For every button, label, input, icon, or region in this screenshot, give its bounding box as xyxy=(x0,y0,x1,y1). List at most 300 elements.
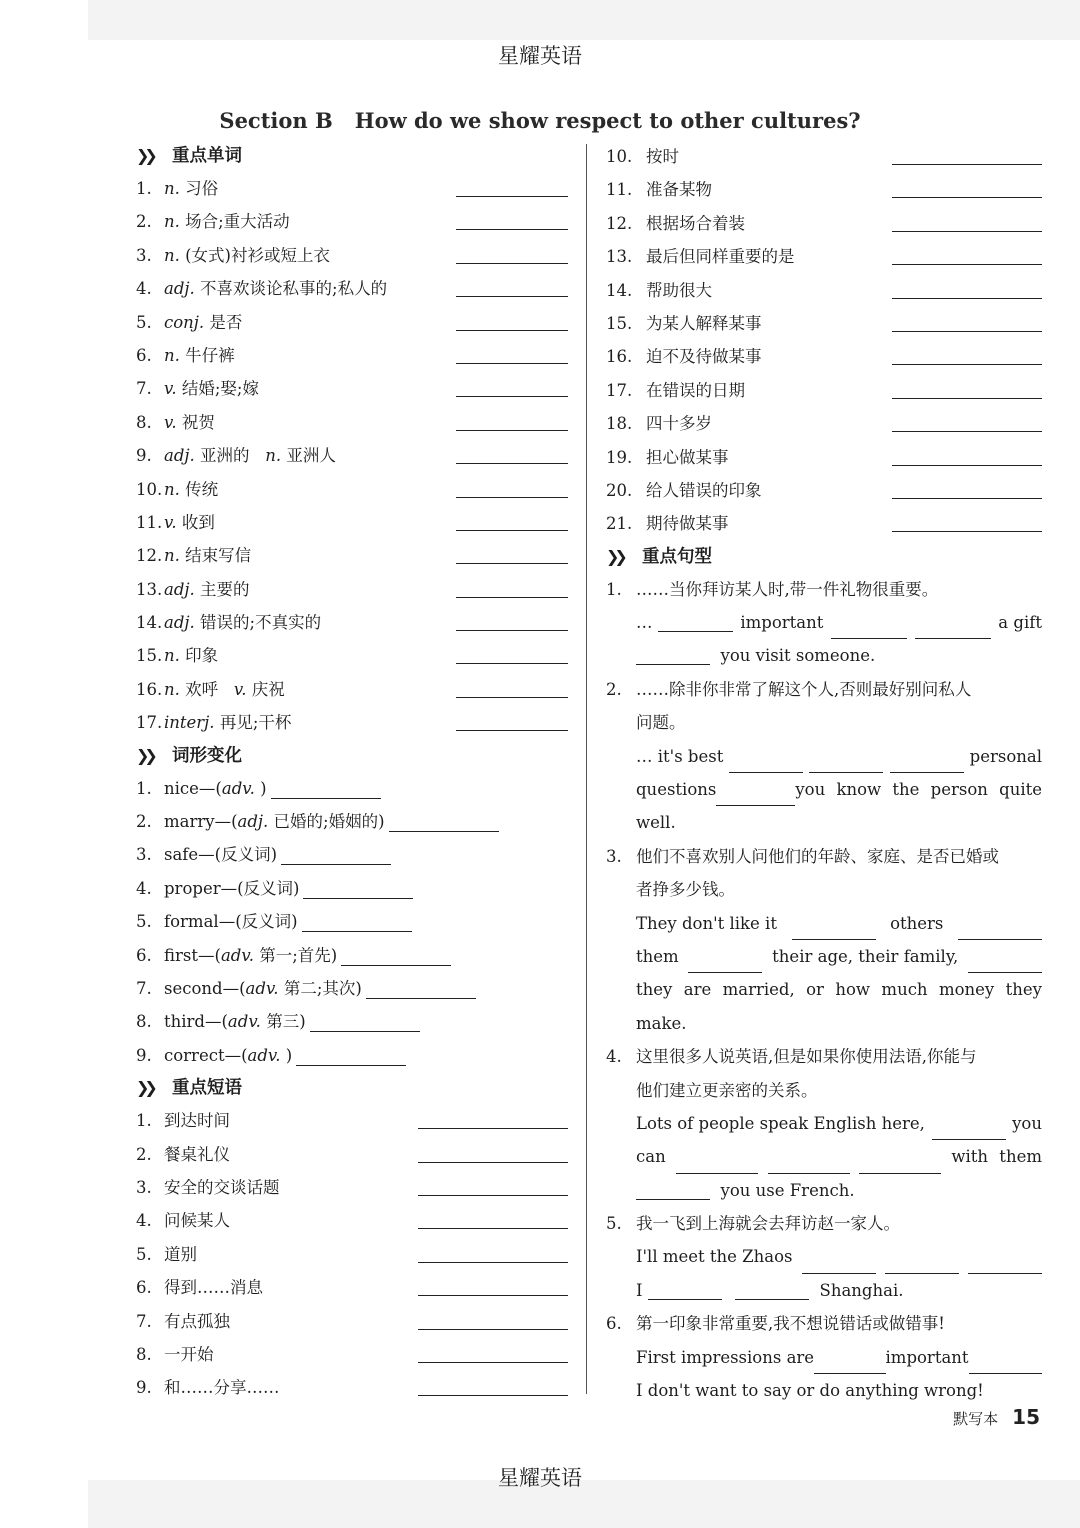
answer-blank[interactable] xyxy=(892,465,1042,466)
item-number: 3. xyxy=(136,245,152,265)
phrase-text: 准备某物 xyxy=(646,180,712,200)
wordform-item xyxy=(136,972,572,1005)
item-number: 15. xyxy=(606,313,633,333)
item-meaning: 习俗 xyxy=(185,179,219,198)
item-meaning: 祝贺 xyxy=(181,412,215,432)
answer-blank[interactable] xyxy=(735,1281,809,1300)
item-number: 10. xyxy=(606,147,633,166)
item-number: 16. xyxy=(136,679,163,699)
item-number: 2. xyxy=(136,212,152,232)
sentence-2-en-2: questions you know the person quite xyxy=(606,773,1042,806)
answer-blank[interactable] xyxy=(302,911,412,932)
vocab-item xyxy=(136,473,572,506)
item-meaning: 欢呼 xyxy=(185,679,219,699)
phrase-text: 给人错误的印象 xyxy=(646,480,762,500)
item-number: 20. xyxy=(606,480,633,500)
phrase-text: 担心做某事 xyxy=(646,447,729,467)
vocab-item xyxy=(136,639,572,672)
item-number: 4. xyxy=(136,878,152,898)
phrase-item xyxy=(606,374,1042,407)
part-of-speech: v. xyxy=(164,512,177,532)
item-meaning: 牛仔裤 xyxy=(185,345,235,365)
answer-blank[interactable] xyxy=(418,1395,568,1396)
answer-blank[interactable] xyxy=(892,498,1042,499)
phrase-text: 得到……消息 xyxy=(164,1278,263,1298)
answer-blank[interactable] xyxy=(456,296,568,297)
answer-blank[interactable] xyxy=(303,878,413,899)
part-of-speech: adv. xyxy=(227,1012,261,1032)
top-band xyxy=(88,0,1080,40)
answer-blank[interactable] xyxy=(716,787,795,806)
sentence-4-cn-2: 他们建立更亲密的关系。 xyxy=(636,1080,818,1100)
item-number: 13. xyxy=(606,247,633,267)
item-number: 3. xyxy=(136,845,152,865)
answer-blank[interactable] xyxy=(456,430,568,431)
part-of-speech: n. xyxy=(164,345,180,365)
phrase-text: 和……分享…… xyxy=(164,1378,280,1398)
part-of-speech: n. xyxy=(164,212,180,232)
answer-blank[interactable] xyxy=(366,978,476,999)
answer-blank[interactable] xyxy=(418,1195,568,1196)
phrase-item xyxy=(606,140,1042,173)
item-meaning: 再见;干杯 xyxy=(219,713,292,733)
phrases-list-left xyxy=(136,1104,572,1405)
vocab-item xyxy=(136,372,572,405)
word: they xyxy=(636,980,673,1000)
vocab-item xyxy=(136,506,572,539)
sentence-3-en-4: make. xyxy=(636,1013,687,1033)
left-column xyxy=(136,140,572,1405)
answer-blank[interactable] xyxy=(418,1162,568,1163)
phrase-text: 一开始 xyxy=(164,1344,214,1364)
item-number: 1. xyxy=(136,179,152,198)
double-chevron-icon: ❯❯ xyxy=(136,146,153,165)
answer-blank[interactable] xyxy=(456,229,568,230)
answer-blank[interactable] xyxy=(456,563,568,564)
wordform-item xyxy=(136,772,572,805)
phrase-item xyxy=(136,1338,572,1371)
item-number: 9. xyxy=(136,446,152,466)
answer-blank[interactable] xyxy=(729,754,803,773)
part-of-speech: v. xyxy=(164,412,177,432)
sentence-2-en-3: well. xyxy=(636,813,676,833)
item-number: 12. xyxy=(136,546,163,566)
answer-blank[interactable] xyxy=(648,1281,722,1300)
sentence-3-cn: 3. 他们不喜欢别人问他们的年龄、家庭、是否已婚或 xyxy=(606,846,999,866)
vocab-item xyxy=(136,439,572,472)
double-chevron-icon: ❯❯ xyxy=(136,1078,153,1098)
sentence-4-en: Lots of people speak English here, you xyxy=(606,1107,1042,1140)
item-number: 6. xyxy=(136,945,152,965)
phrase-text: 道别 xyxy=(164,1244,197,1264)
phrase-item xyxy=(606,474,1042,507)
answer-blank[interactable] xyxy=(456,663,568,664)
answer-blank[interactable] xyxy=(271,778,381,799)
item-meaning: 结婚;娶;嫁 xyxy=(181,379,259,399)
item-meaning: (女式)衬衫或短上衣 xyxy=(185,245,330,265)
phrase-item xyxy=(136,1305,572,1338)
phrase-text: 帮助很大 xyxy=(646,280,712,300)
part-of-speech: adj. xyxy=(164,613,195,633)
phrase-item xyxy=(606,240,1042,273)
answer-blank[interactable] xyxy=(418,1295,568,1296)
answer-blank[interactable] xyxy=(859,1155,941,1174)
word-form-rest: ) xyxy=(285,1045,293,1065)
item-meaning: 亚洲的 xyxy=(200,446,250,466)
item-number: 5. xyxy=(136,912,152,932)
sentence-5-cn: 5. 我一飞到上海就会去拜访赵一家人。 xyxy=(606,1214,900,1234)
phrase-text: 期待做某事 xyxy=(646,514,729,534)
vocab-item xyxy=(136,205,572,238)
answer-blank[interactable] xyxy=(456,630,568,631)
word-form: second—( xyxy=(164,978,246,998)
sentence-2-cn-2: 问题。 xyxy=(636,713,686,733)
item-number: 7. xyxy=(136,379,152,399)
phrase-item xyxy=(136,1138,572,1171)
answer-blank[interactable] xyxy=(892,531,1042,532)
answer-blank[interactable] xyxy=(389,811,499,832)
word-form-rest: 第二;其次) xyxy=(283,978,362,998)
word: how xyxy=(835,980,871,1000)
answer-blank[interactable] xyxy=(892,398,1042,399)
answer-blank[interactable] xyxy=(296,1045,406,1066)
word-form: proper—(反义词) xyxy=(164,878,300,898)
answer-blank[interactable] xyxy=(456,697,568,698)
double-chevron-icon: ❯❯ xyxy=(606,546,623,566)
phrase-item xyxy=(136,1238,572,1271)
item-number: 13. xyxy=(136,579,163,599)
sentence-1-en-2: you visit someone. xyxy=(606,639,1042,672)
vocab-list xyxy=(136,172,572,740)
item-number: 15. xyxy=(136,646,163,666)
phrase-text: 根据场合着装 xyxy=(646,213,745,233)
answer-blank[interactable] xyxy=(456,530,568,531)
phrase-text: 在错误的日期 xyxy=(646,380,745,400)
sentence-1-en: … important a gift xyxy=(606,606,1042,639)
part-of-speech: n. xyxy=(265,446,282,466)
sentence-3-en-2: them their age, their family, xyxy=(606,940,1042,973)
item-meaning: 错误的;不真实的 xyxy=(200,613,322,633)
phrase-text: 四十多岁 xyxy=(646,414,712,434)
wordform-item xyxy=(136,939,572,972)
part-of-speech: adj. xyxy=(164,579,195,599)
item-number: 11. xyxy=(606,180,633,200)
sentence-3-en: They don't like it others xyxy=(606,907,1042,940)
vocab-item xyxy=(136,706,572,739)
vocab-header: ❯❯ 重点单词 xyxy=(136,142,572,170)
answer-blank[interactable] xyxy=(310,1011,420,1032)
phrase-item xyxy=(136,1171,572,1204)
answer-blank[interactable] xyxy=(418,1329,568,1330)
footer-label: 默写本 xyxy=(953,1410,999,1428)
item-number: 10. xyxy=(136,479,163,499)
answer-blank[interactable] xyxy=(676,1155,758,1174)
answer-blank[interactable] xyxy=(456,597,568,598)
word: married, xyxy=(722,980,795,1000)
answer-blank[interactable] xyxy=(418,1128,568,1129)
answer-blank[interactable] xyxy=(892,331,1042,332)
item-number: 9. xyxy=(136,1378,152,1398)
word-form: formal—(反义词) xyxy=(164,912,298,932)
phrase-text: 为某人解释某事 xyxy=(646,313,762,333)
item-number: 17. xyxy=(606,380,633,400)
answer-blank[interactable] xyxy=(892,197,1042,198)
phrase-item xyxy=(606,441,1042,474)
answer-blank[interactable] xyxy=(768,1155,850,1174)
answer-blank[interactable] xyxy=(892,431,1042,432)
word-form: third—( xyxy=(164,1012,228,1032)
phrase-item xyxy=(606,307,1042,340)
phrase-item xyxy=(136,1204,572,1237)
item-number: 2. xyxy=(136,812,152,832)
part-of-speech: v. xyxy=(233,679,247,699)
answer-blank[interactable] xyxy=(915,620,991,639)
part-of-speech: adv. xyxy=(245,978,279,998)
answer-blank[interactable] xyxy=(792,921,876,940)
phrase-text: 最后但同样重要的是 xyxy=(646,247,795,267)
answer-blank[interactable] xyxy=(636,646,710,665)
phrase-item xyxy=(606,407,1042,440)
sentence-1-cn: 1. ……当你拜访某人时,带一件礼物很重要。 xyxy=(606,579,939,599)
word-form: safe—(反义词) xyxy=(164,845,278,865)
part-of-speech: n. xyxy=(164,679,180,699)
item-number: 18. xyxy=(606,414,633,434)
part-of-speech: adv. xyxy=(247,1045,281,1065)
word: they xyxy=(1005,980,1042,1000)
answer-blank[interactable] xyxy=(456,463,568,464)
phrase-item xyxy=(606,207,1042,240)
answer-blank[interactable] xyxy=(456,396,568,397)
answer-blank[interactable] xyxy=(892,364,1042,365)
part-of-speech: n. xyxy=(164,179,180,198)
vocab-item xyxy=(136,606,572,639)
watermark-bottom: 星耀英语 xyxy=(498,1466,582,1490)
part-of-speech: adj. xyxy=(164,279,195,299)
sentence-6-en: First impressions are important xyxy=(606,1341,1042,1374)
item-number: 7. xyxy=(136,1311,152,1331)
phrase-item xyxy=(606,173,1042,206)
sentence-4-cn: 4. 这里很多人说英语,但是如果你使用法语,你能与 xyxy=(606,1047,977,1067)
phrases-list-right xyxy=(606,140,1042,541)
phrase-item xyxy=(606,340,1042,373)
part-of-speech: adv. xyxy=(221,778,255,798)
section-question: How do we show respect to other cultures? xyxy=(354,108,861,133)
answer-blank[interactable] xyxy=(969,1355,1042,1374)
sentence-block xyxy=(606,573,1042,1408)
sentence-5-en: I'll meet the Zhaos xyxy=(606,1241,1042,1274)
item-number: 8. xyxy=(136,1344,152,1364)
answer-blank[interactable] xyxy=(892,164,1042,165)
part-of-speech: n. xyxy=(164,546,180,566)
item-number: 16. xyxy=(606,347,633,367)
word-form: first—( xyxy=(164,945,221,965)
answer-blank[interactable] xyxy=(456,497,568,498)
answer-blank[interactable] xyxy=(802,1255,876,1274)
part-of-speech: v. xyxy=(164,379,177,399)
phrase-item xyxy=(136,1104,572,1137)
item-number: 1. xyxy=(136,1111,152,1131)
item-meaning: 不喜欢谈论私事的;私人的 xyxy=(200,279,388,299)
item-meaning: 收到 xyxy=(181,512,215,532)
page-footer xyxy=(953,1405,1040,1429)
wordform-item xyxy=(136,838,572,871)
phrase-item xyxy=(606,507,1042,540)
word: much xyxy=(881,980,928,1000)
vocab-item xyxy=(136,239,572,272)
answer-blank[interactable] xyxy=(418,1228,568,1229)
sentence-4-en-2: can with them xyxy=(606,1140,1042,1173)
answer-blank[interactable] xyxy=(456,196,568,197)
item-number: 2. xyxy=(136,1144,152,1164)
part-of-speech: interj. xyxy=(164,713,215,733)
item-meaning: 是否 xyxy=(209,312,243,332)
word-form-rest: ) xyxy=(260,778,267,798)
item-number: 3. xyxy=(136,1177,152,1197)
part-of-speech: adj. xyxy=(164,446,195,466)
vocab-item xyxy=(136,673,572,706)
answer-blank[interactable] xyxy=(885,1255,959,1274)
sentence-2-en: … it's best personal xyxy=(606,740,1042,773)
item-meaning: 传统 xyxy=(185,479,219,499)
part-of-speech: n. xyxy=(164,245,180,265)
answer-blank[interactable] xyxy=(658,613,733,632)
right-column xyxy=(606,140,1042,1407)
item-number: 17. xyxy=(136,713,163,733)
word-form-rest: 第一;首先) xyxy=(259,945,338,965)
phrase-text: 安全的交谈话题 xyxy=(164,1177,280,1197)
item-number: 9. xyxy=(136,1045,152,1065)
wordform-item xyxy=(136,1005,572,1038)
answer-blank[interactable] xyxy=(968,1255,1042,1274)
column-divider xyxy=(586,144,587,1394)
phrase-text: 迫不及待做某事 xyxy=(646,347,762,367)
sentence-6-en-2: I don't want to say or do anything wrong! xyxy=(636,1381,984,1401)
word: or xyxy=(806,980,824,1000)
phrase-text: 有点孤独 xyxy=(164,1311,230,1331)
phrase-text: 按时 xyxy=(646,147,679,166)
vocab-item xyxy=(136,406,572,439)
wordform-item xyxy=(136,905,572,938)
vocab-item xyxy=(136,172,572,205)
answer-blank[interactable] xyxy=(418,1362,568,1363)
item-number: 21. xyxy=(606,514,633,534)
answer-blank[interactable] xyxy=(341,945,451,966)
watermark-top: 星耀英语 xyxy=(498,44,582,68)
answer-blank[interactable] xyxy=(958,921,1042,940)
sentence-3-cn-2: 者挣多少钱。 xyxy=(636,880,735,900)
item-meaning: 亚洲人 xyxy=(286,446,336,466)
item-number: 6. xyxy=(136,345,152,365)
item-number: 6. xyxy=(136,1278,152,1298)
item-number: 14. xyxy=(136,613,163,633)
answer-blank[interactable] xyxy=(281,844,391,865)
answer-blank[interactable] xyxy=(418,1262,568,1263)
phrase-item xyxy=(136,1271,572,1304)
phrase-item xyxy=(606,274,1042,307)
vocab-item xyxy=(136,539,572,572)
item-number: 12. xyxy=(606,213,633,233)
vocab-item xyxy=(136,272,572,305)
word: are xyxy=(683,980,712,1000)
word: money xyxy=(938,980,995,1000)
item-number: 1. xyxy=(136,778,152,798)
item-number: 4. xyxy=(136,279,152,299)
sentences-header: ❯❯ 重点句型 xyxy=(606,543,1042,571)
answer-blank[interactable] xyxy=(456,363,568,364)
answer-blank[interactable] xyxy=(456,330,568,331)
answer-blank[interactable] xyxy=(688,954,762,973)
answer-blank[interactable] xyxy=(932,1121,1006,1140)
part-of-speech: n. xyxy=(164,646,180,666)
vocab-item xyxy=(136,306,572,339)
phrase-item xyxy=(136,1371,572,1404)
item-meaning: 结束写信 xyxy=(185,546,252,566)
phrases-header: ❯❯ 重点短语 xyxy=(136,1074,572,1102)
word-form-rest: 已婚的;婚姻的) xyxy=(273,812,385,832)
sentence-3-en-3 xyxy=(606,973,1042,1006)
answer-blank[interactable] xyxy=(892,264,1042,265)
answer-blank[interactable] xyxy=(890,754,964,773)
item-meaning: 印象 xyxy=(185,646,219,666)
vocab-item xyxy=(136,339,572,372)
item-number: 7. xyxy=(136,978,152,998)
item-number: 19. xyxy=(606,447,633,467)
sentence-4-en-3: you use French. xyxy=(606,1174,1042,1207)
answer-blank[interactable] xyxy=(456,730,568,731)
part-of-speech: conj. xyxy=(164,312,205,332)
answer-blank[interactable] xyxy=(809,754,883,773)
wordform-item xyxy=(136,805,572,838)
wordform-item xyxy=(136,1039,572,1072)
answer-blank[interactable] xyxy=(636,1181,710,1200)
answer-blank[interactable] xyxy=(831,620,907,639)
answer-blank[interactable] xyxy=(456,263,568,264)
item-number: 8. xyxy=(136,1012,152,1032)
phrase-text: 问候某人 xyxy=(164,1211,230,1231)
part-of-speech: n. xyxy=(164,479,180,499)
word-form-rest: 第三) xyxy=(266,1012,306,1032)
wordform-item xyxy=(136,872,572,905)
item-meaning: 主要的 xyxy=(200,579,250,599)
part-of-speech: adv. xyxy=(220,945,254,965)
item-number: 11. xyxy=(136,512,163,532)
section-label: Section B xyxy=(219,108,333,133)
page-number: 15 xyxy=(1012,1405,1040,1429)
word-form: correct—( xyxy=(164,1045,248,1065)
item-meaning: 场合;重大活动 xyxy=(185,212,290,232)
wordforms-header: ❯❯ 词形变化 xyxy=(136,742,572,770)
word-form: marry—( xyxy=(164,812,238,832)
item-number: 4. xyxy=(136,1211,152,1231)
part-of-speech: adj. xyxy=(237,812,269,832)
item-number: 5. xyxy=(136,1244,152,1264)
answer-blank[interactable] xyxy=(814,1355,885,1374)
item-number: 5. xyxy=(136,312,152,332)
phrase-text: 餐桌礼仪 xyxy=(164,1144,230,1164)
answer-blank[interactable] xyxy=(892,298,1042,299)
sentence-5-en-2: I Shanghai. xyxy=(636,1280,904,1300)
double-chevron-icon: ❯❯ xyxy=(136,745,153,765)
section-title xyxy=(0,108,1080,133)
answer-blank[interactable] xyxy=(968,954,1042,973)
word-form: nice—( xyxy=(164,778,222,798)
answer-blank[interactable] xyxy=(892,231,1042,232)
phrase-text: 到达时间 xyxy=(164,1111,230,1131)
item-meaning: 庆祝 xyxy=(251,679,285,699)
wordforms-list xyxy=(136,772,572,1073)
sentence-2-cn: 2. ……除非你非常了解这个人,否则最好别问私人 xyxy=(606,679,972,699)
vocab-item xyxy=(136,573,572,606)
